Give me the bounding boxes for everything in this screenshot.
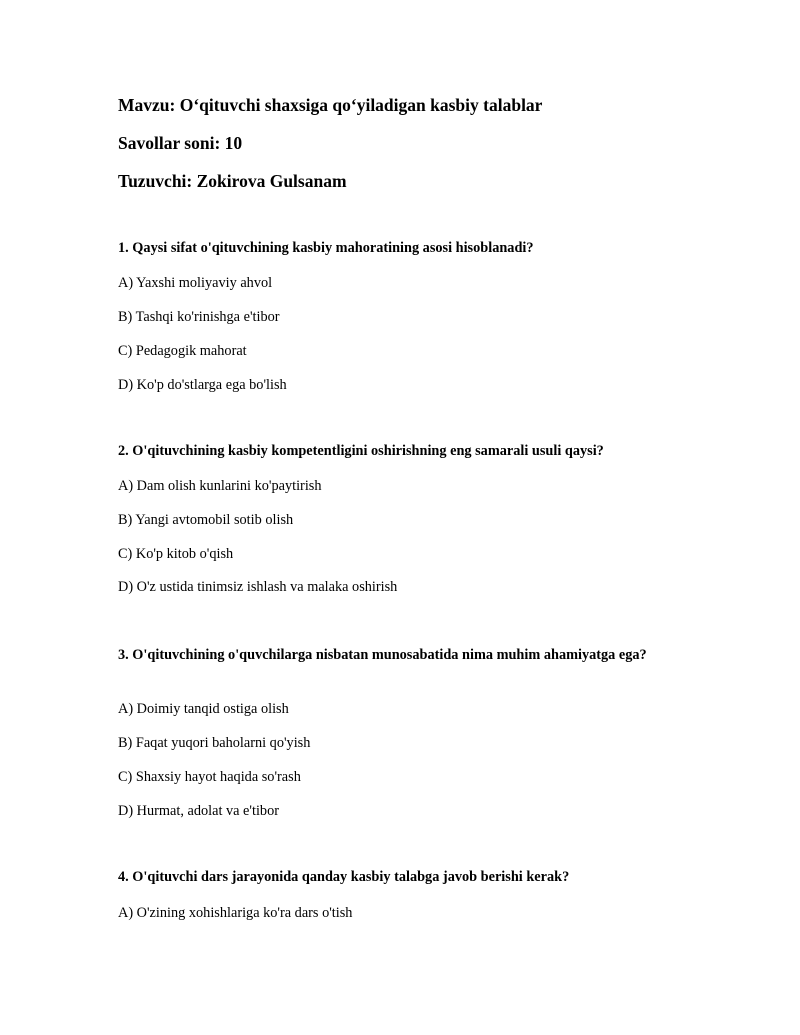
author-heading: Tuzuvchi: Zokirova Gulsanam <box>118 171 347 191</box>
question-2-option-d: D) O'z ustida tinimsiz ishlash va malaka oshirish <box>118 579 398 595</box>
question-1-option-c: C) Pedagogik mahorat <box>118 343 247 359</box>
question-2-option-a: A) Dam olish kunlarini ko'paytirish <box>118 478 322 494</box>
question-3-option-b: B) Faqat yuqori baholarni qo'yish <box>118 735 311 751</box>
question-3-option-c: C) Shaxsiy hayot haqida so'rash <box>118 769 301 785</box>
question-3-text: 3. O'qituvchining o'quvchilarga nisbatan munosabatida nima muhim ahamiyatga ega? <box>118 647 647 663</box>
question-3-option-a: A) Doimiy tanqid ostiga olish <box>118 701 289 717</box>
question-4-option-a: A) O'zining xohishlariga ko'ra dars o'tish <box>118 905 353 921</box>
question-2-option-b: B) Yangi avtomobil sotib olish <box>118 512 294 528</box>
question-1-option-a: A) Yaxshi moliyaviy ahvol <box>118 275 273 291</box>
question-1-option-b: B) Tashqi ko'rinishga e'tibor <box>118 309 280 325</box>
question-1-text: 1. Qaysi sifat o'qituvchining kasbiy mahoratining asosi hisoblanadi? <box>118 240 534 256</box>
question-4-text: 4. O'qituvchi dars jarayonida qanday kasbiy talabga javob berishi kerak? <box>118 869 570 885</box>
question-3-option-d: D) Hurmat, adolat va e'tibor <box>118 803 279 819</box>
question-2-option-c: C) Ko'p kitob o'qish <box>118 546 234 562</box>
question-count-heading: Savollar soni: 10 <box>118 133 243 153</box>
topic-heading: Mavzu: O‘qituvchi shaxsiga qo‘yiladigan kasbiy talablar <box>118 95 543 115</box>
question-2-text: 2. O'qituvchining kasbiy kompetentligini oshirishning eng samarali usuli qaysi? <box>118 443 604 459</box>
question-1-option-d: D) Ko'p do'stlarga ega bo'lish <box>118 377 287 393</box>
